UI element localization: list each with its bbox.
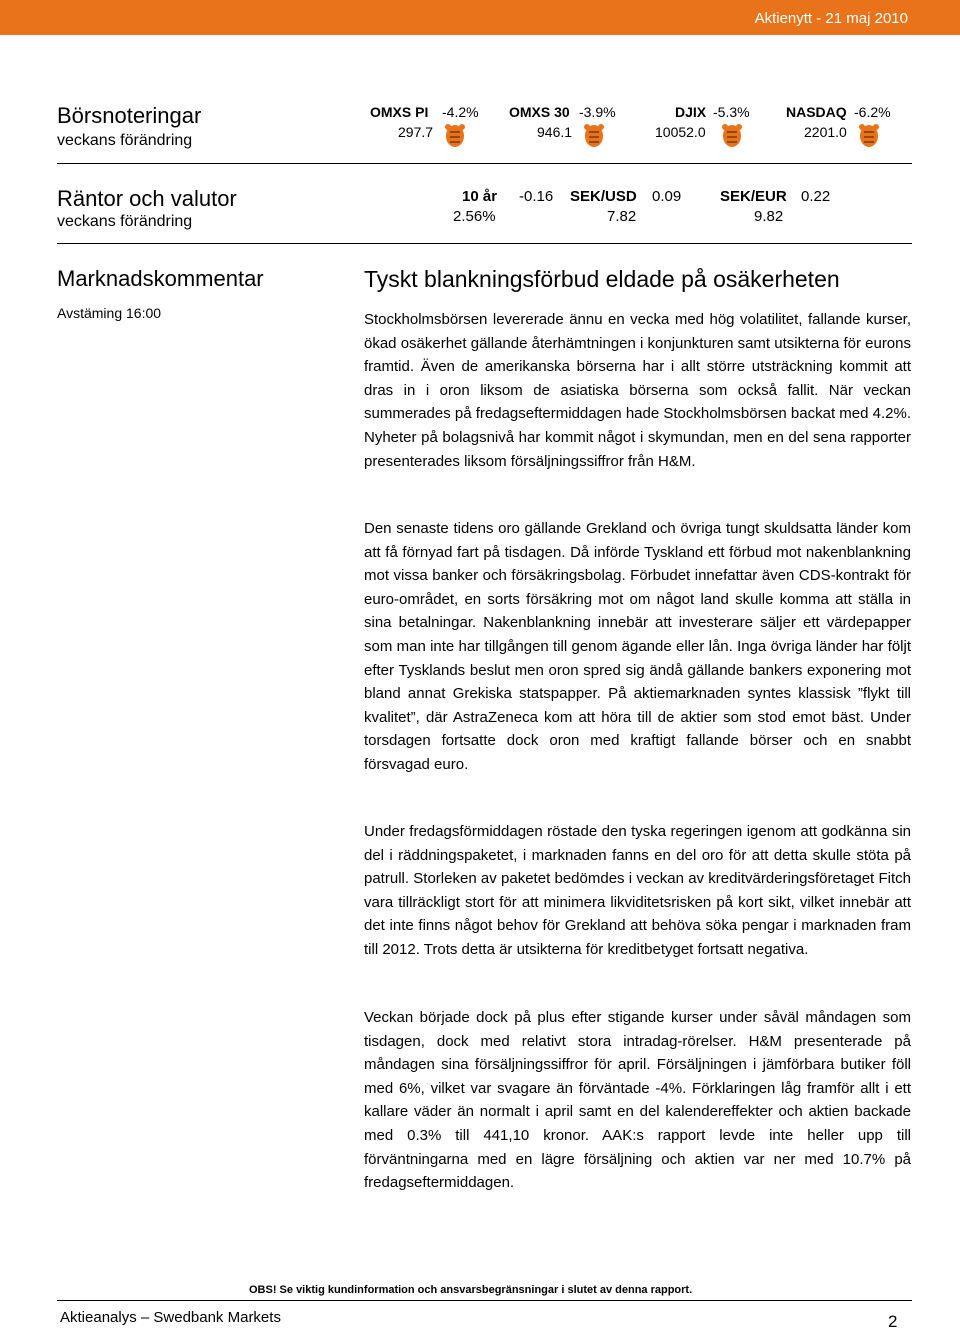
down-bear-icon (444, 122, 466, 148)
down-bear-icon (583, 122, 605, 148)
index-change: -4.2% (442, 104, 479, 120)
divider (57, 243, 912, 244)
rate-name: SEK/USD (570, 188, 637, 205)
obs-text: Se viktig kundinformation och ansvarsbegränsningar i slutet av denna rapport. (276, 1284, 693, 1296)
article-headline: Tyskt blankningsförbud eldade på osäkerheten (364, 266, 840, 292)
down-bear-icon (858, 122, 880, 148)
paragraph-text: Den senaste tidens oro gällande Grekland och övriga tungt skuldsatta länder kom att få förnyad fart på tisdagen. Då införde Tyskland ett förbud mot nakenblankning mot vissa banker och försäkringsbolag. Förbudet innefattar även CDS-kontrakt för euro-området, en sorts försäkring mot om något land skulle komma att ställa in sina betalningar. Nakenblankning innebär att investerare säljer ett värdepapper som man inte har tillgången till genom ägande eller lån. Inga övriga länder har följt efter Tysklands beslut men oron spred sig ändå gällande bankers exponering mot bland annat Grekiska statspapper. På aktiemarknaden syntes klassisk ”flykt till kvalitet”, där AstraZeneca kom att höra till de aktier som stod emot bäst. Under torsdagen fortsatte dock oron med kraftigt fallande börser och en snabbt försvagad euro. (364, 520, 911, 773)
borsnoteringar-subtitle: veckans förändring (57, 132, 193, 149)
index-value: 2201.0 (804, 124, 847, 140)
index-name: DJIX (675, 104, 707, 120)
article-paragraph (364, 517, 911, 777)
rate-change: -0.16 (519, 188, 554, 205)
rate-name: SEK/EUR (720, 188, 787, 205)
rate-value: 2.56% (453, 208, 496, 225)
index-value: 297.7 (398, 124, 434, 140)
rate-value: 9.82 (754, 208, 784, 225)
article-paragraph (364, 820, 911, 962)
rate-name: 10 år (462, 188, 498, 205)
index-name: NASDAQ (786, 104, 847, 120)
rate-change: 0.09 (652, 188, 682, 205)
disclaimer-notice (249, 1284, 692, 1296)
paragraph-text: Stockholmsbörsen levererade ännu en vecka med hög volatilitet, fallande kurser, ökad osäkerhet gällande återhämtningen i konjunkturen samt utsikterna för eurons framtid. Även de amerikanska börserna har i allt större utsträckning kommit att dras in i oron liksom de asiatiska börserna som också fallit. När veckan summerades på fredagseftermiddagen hade Stockholmsbörsen backat med 4.2%. Nyheter på bolagsnivå har kommit något i skymundan, men en del sena rapporter presenterades liksom försäljningssiffror från H&M. (364, 311, 911, 470)
down-bear-icon (721, 122, 743, 148)
borsnoteringar-title: Börsnoteringar (57, 103, 202, 128)
page-number: 2 (888, 1312, 898, 1331)
footer-divider (57, 1300, 912, 1301)
rantor-subtitle: veckans förändring (57, 213, 193, 230)
divider (57, 163, 912, 164)
index-name: OMXS PI (370, 104, 429, 120)
index-name: OMXS 30 (509, 104, 570, 120)
rate-value: 7.82 (607, 208, 637, 225)
paragraph-text: Under fredagsförmiddagen röstade den tyska regeringen igenom att godkänna sin del i räddningspaketet, i marknaden fanns en del oro för att detta skulle stöta på patrull. Storleken av paketet bedömdes i veckan av kreditvärderingsföretaget Fitch vara tillräckligt stort för att minimera likviditetsrisken på kort sikt, vilket innebär att det inte finns något behov för Grekland att behöva söka pengar i marknaden fram till 2012. Trots detta är utsikterna för kreditbetyget fortsatt negativa. (364, 823, 911, 958)
avstamning-time: Avstäming 16:00 (57, 305, 162, 321)
marknadskommentar-title: Marknadskommentar (57, 266, 264, 291)
obs-label: OBS! (249, 1284, 277, 1296)
article-paragraph (364, 1006, 911, 1195)
index-change: -6.2% (854, 104, 891, 120)
index-value: 946.1 (537, 124, 573, 140)
report-title: Aktienytt - 21 maj 2010 (754, 10, 908, 27)
index-change: -3.9% (579, 104, 616, 120)
rate-change: 0.22 (801, 188, 831, 205)
rantor-title: Räntor och valutor (57, 186, 237, 211)
article-paragraph (364, 308, 911, 473)
index-value: 10052.0 (655, 124, 706, 140)
header-bar (0, 0, 960, 35)
index-change: -5.3% (713, 104, 750, 120)
paragraph-text: Veckan började dock på plus efter stigande kurser under såväl måndagen som tisdagen, dock med relativt stora intradag-rörelser. H&M presenterade på måndagen sina försäljningssiffror för april. Försäljningen i jämförbara butiker föll med 6%, vilket var svagare än förväntade -4%. Förklaringen låg framför allt i ett kallare väder än normalt i april samt en del kalendereffekter och aktien backade med 0.3% till 441,10 kronor. AAK:s rapport levde inte heller upp till förväntningarna med en lägre försäljning och aktien var ner med 10.7% på fredagseftermiddagen. (364, 1009, 911, 1192)
footer-source: Aktieanalys – Swedbank Markets (60, 1309, 281, 1326)
